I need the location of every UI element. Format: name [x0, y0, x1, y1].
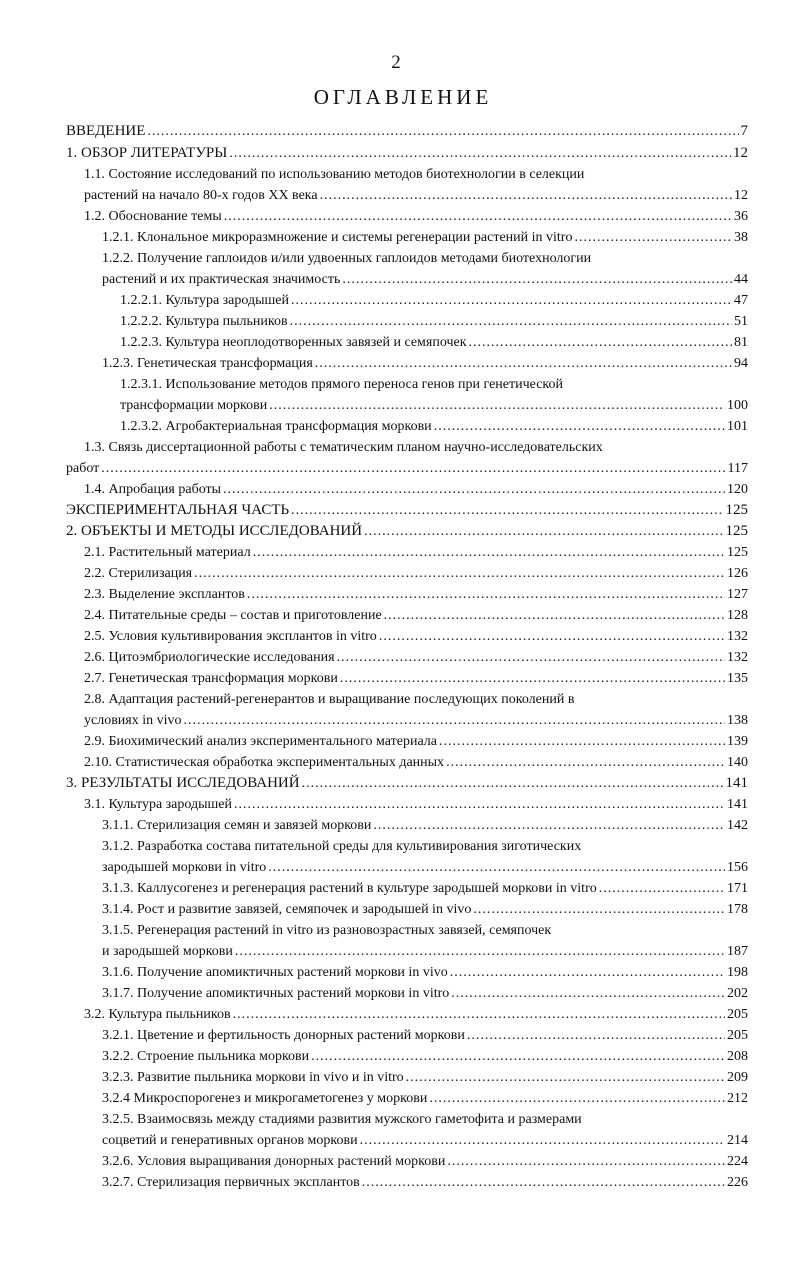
toc-entry-title: 3.1.7. Получение апомиктичных растений моркови in vitro — [102, 986, 450, 1001]
toc-entry-title: 2. ОБЪЕКТЫ И МЕТОДЫ ИССЛЕДОВАНИЙ — [66, 523, 363, 539]
toc-entry-1-2-2[interactable] — [102, 269, 748, 290]
toc-entry-page: 127 — [727, 587, 748, 602]
toc-entry-2-2[interactable] — [84, 563, 748, 584]
dot-leader — [311, 1046, 725, 1067]
toc-entry-page: 94 — [734, 356, 748, 371]
dot-leader — [447, 1151, 725, 1172]
toc-entry-title: условиях in vivo — [84, 713, 182, 728]
toc-entry-1-1[interactable] — [84, 185, 748, 206]
toc-entry-title: ЭКСПЕРИМЕНТАЛЬНАЯ ЧАСТЬ — [66, 502, 290, 518]
toc-entry-title: 3.2.2. Строение пыльника моркови — [102, 1049, 310, 1064]
toc-entry-title: 3.2.3. Развитие пыльника моркови in vivo и in vitro — [102, 1070, 404, 1085]
toc-entry-page: 208 — [727, 1049, 748, 1064]
toc-entry-title: 2.1. Растительный материал — [84, 545, 251, 560]
dot-leader — [184, 710, 725, 731]
toc-entry-title: 1.2.3. Генетическая трансформация — [102, 356, 313, 371]
toc-entry-chapter-2[interactable] — [66, 521, 748, 542]
toc-entry-title: работ — [66, 461, 100, 476]
dot-leader — [269, 395, 725, 416]
toc-entry-page: 139 — [727, 734, 748, 749]
toc-entry-1-2-2-3[interactable] — [120, 332, 748, 353]
page-title: ОГЛАВЛЕНИЕ — [313, 85, 493, 109]
dot-leader — [439, 731, 725, 752]
toc-entry-3-1-3[interactable] — [102, 878, 748, 899]
toc-entry-page: 126 — [727, 566, 748, 581]
toc-entry-title: растений и их практическая значимость — [102, 272, 341, 287]
toc-entry-page: 7 — [740, 123, 748, 139]
toc-entry-3-1-7[interactable] — [102, 983, 748, 1004]
toc-entry-title: 3.1. Культура зародышей — [84, 797, 233, 812]
toc-entry-page: 156 — [727, 860, 748, 875]
toc-entry-title: 2.5. Условия культивирования эксплантов in vitro — [84, 629, 377, 644]
toc-entry-title: 1.2.2.3. Культура неоплодотворенных завязей и семяпочек — [120, 335, 467, 350]
dot-leader — [446, 752, 725, 773]
dot-leader — [450, 962, 725, 983]
toc-entry-2-9[interactable] — [84, 731, 748, 752]
toc-entry-page: 224 — [727, 1154, 748, 1169]
toc-entry-page: 125 — [725, 523, 748, 539]
toc-entry-title: 2.10. Статистическая обработка экспериментальных данных — [84, 755, 445, 770]
dot-leader — [473, 899, 725, 920]
toc-entry-title: 2.2. Стерилизация — [84, 566, 193, 581]
dot-leader — [234, 794, 725, 815]
toc-entry-1-2-3-2[interactable] — [120, 416, 748, 437]
toc-entry-title: 2.4. Питательные среды – состав и приготовление — [84, 608, 382, 623]
toc-entry-page: 178 — [727, 902, 748, 917]
toc-entry-first-line: 3.1.2. Разработка состава питательной среды для культивирования зиготических — [102, 839, 582, 854]
page-number: 2 — [391, 52, 401, 73]
dot-leader — [574, 227, 732, 248]
toc-entry-title: 1.2.1. Клональное микроразмножение и системы регенерации растений in vitro — [102, 230, 573, 245]
toc-entry-title: 3.2.1. Цветение и фертильность донорных растений моркови — [102, 1028, 465, 1043]
toc-entry-1-2[interactable] — [84, 206, 748, 227]
toc-entry-first-line: 1.1. Состояние исследований по использованию методов биотехнологии в селекции — [84, 167, 585, 182]
toc-entry-first-line: 1.3. Связь диссертационной работы с тематическим планом научно-исследовательских — [84, 440, 603, 455]
dot-leader — [373, 815, 725, 836]
toc-entry-page: 117 — [727, 461, 748, 476]
toc-entry-page: 202 — [727, 986, 748, 1001]
dot-leader — [291, 500, 723, 521]
toc-entry-1-2-2-2[interactable] — [120, 311, 748, 332]
toc-entry-title: соцветий и генеративных органов моркови — [102, 1133, 358, 1148]
toc-entry-first-line: 2.8. Адаптация растений-регенерантов и выращивание последующих поколений в — [84, 692, 575, 707]
toc-entry-1-2-1[interactable] — [102, 227, 748, 248]
toc-entry-1-2-2-1[interactable] — [120, 290, 748, 311]
toc-entry-page: 171 — [727, 881, 748, 896]
toc-entry-title: 3.1.1. Стерилизация семян и завязей моркови — [102, 818, 372, 833]
toc-entry-experimental-part[interactable] — [66, 500, 748, 521]
toc-entry-3-2-3[interactable] — [102, 1067, 748, 1088]
dot-leader — [291, 290, 732, 311]
toc-entry-3-2-6[interactable] — [102, 1151, 748, 1172]
toc-entry-2-6[interactable] — [84, 647, 748, 668]
toc-entry-3-2-1[interactable] — [102, 1025, 748, 1046]
toc-entry-title: 3.1.3. Каллусогенез и регенерация растений в культуре зародышей моркови in vitro — [102, 881, 597, 896]
toc-entry-title: 3.1.4. Рост и развитие завязей, семяпочек и зародышей in vivo — [102, 902, 472, 917]
toc-entry-title: 1. ОБЗОР ЛИТЕРАТУРЫ — [66, 145, 228, 161]
dot-leader — [406, 1067, 725, 1088]
dot-leader — [379, 626, 725, 647]
toc-entry-3-1-5[interactable] — [102, 941, 748, 962]
toc-entry-title: ВВЕДЕНИЕ — [66, 123, 146, 139]
toc-entry-page: 81 — [734, 335, 748, 350]
dot-leader — [247, 584, 725, 605]
toc-entry-3-2-5[interactable] — [102, 1130, 748, 1151]
toc-entry-3-2[interactable] — [84, 1004, 748, 1025]
toc-entry-page: 132 — [727, 650, 748, 665]
toc-entry-1-4[interactable] — [84, 479, 748, 500]
dot-leader — [235, 941, 725, 962]
toc-entry-page: 38 — [734, 230, 748, 245]
toc-entry-title: 1.2.3.2. Агробактериальная трансформация моркови — [120, 419, 432, 434]
toc-entry-page: 140 — [727, 755, 748, 770]
dot-leader — [223, 479, 725, 500]
toc-entry-page: 47 — [734, 293, 748, 308]
dot-leader — [233, 1004, 725, 1025]
toc-entry-3-1[interactable] — [84, 794, 748, 815]
toc-entry-page: 141 — [727, 797, 748, 812]
toc-entry-1-2-3-1[interactable] — [120, 395, 748, 416]
dot-leader — [229, 143, 731, 164]
toc-entry-page: 51 — [734, 314, 748, 329]
toc-entry-title: 2.9. Биохимический анализ экспериментального материала — [84, 734, 437, 749]
dot-leader — [337, 647, 725, 668]
dot-leader — [320, 185, 732, 206]
toc-entry-title: 3.2. Культура пыльников — [84, 1007, 231, 1022]
toc-entry-page: 120 — [727, 482, 748, 497]
toc-entry-title: 2.3. Выделение эксплантов — [84, 587, 245, 602]
toc-entry-page: 125 — [725, 502, 748, 518]
toc-entry-1-2-3[interactable] — [102, 353, 748, 374]
toc-entry-page: 36 — [734, 209, 748, 224]
toc-entry-page: 100 — [727, 398, 748, 413]
toc-entry-page: 226 — [727, 1175, 748, 1190]
dot-leader — [599, 878, 725, 899]
toc-entry-3-2-7[interactable] — [102, 1172, 748, 1193]
dot-leader — [268, 857, 725, 878]
toc-entry-title: 2.7. Генетическая трансформация моркови — [84, 671, 338, 686]
toc-entry-3-2-2[interactable] — [102, 1046, 748, 1067]
toc-entry-introduction[interactable] — [66, 121, 748, 142]
toc-entry-page: 138 — [727, 713, 748, 728]
dot-leader — [342, 269, 732, 290]
dot-leader — [290, 311, 732, 332]
toc-entry-page: 205 — [727, 1028, 748, 1043]
toc-entry-2-8[interactable] — [84, 710, 748, 731]
toc-entry-3-1-2[interactable] — [102, 857, 748, 878]
toc-entry-2-1[interactable] — [84, 542, 748, 563]
toc-entry-page: 128 — [727, 608, 748, 623]
dot-leader — [340, 668, 725, 689]
dot-leader — [360, 1130, 725, 1151]
toc-entry-page: 125 — [727, 545, 748, 560]
toc-entry-chapter-1[interactable] — [66, 143, 748, 164]
toc-entry-title: 3.2.6. Условия выращивания донорных растений моркови — [102, 1154, 446, 1169]
toc-entry-1-3[interactable] — [66, 458, 748, 479]
toc-entry-page: 44 — [734, 272, 748, 287]
toc-entry-chapter-3[interactable] — [66, 773, 748, 794]
dot-leader — [451, 983, 725, 1004]
toc-entry-page: 101 — [727, 419, 748, 434]
toc-entry-page: 142 — [727, 818, 748, 833]
toc-entry-3-2-4[interactable] — [102, 1088, 748, 1109]
toc-entry-page: 214 — [727, 1133, 748, 1148]
toc-entry-page: 12 — [733, 145, 748, 161]
dot-leader — [469, 332, 732, 353]
dot-leader — [384, 605, 725, 626]
toc-entry-title: 1.2. Обоснование темы — [84, 209, 222, 224]
dot-leader — [147, 121, 738, 142]
toc-entry-page: 12 — [734, 188, 748, 203]
dot-leader — [364, 521, 723, 542]
dot-leader — [253, 542, 725, 563]
dot-leader — [302, 773, 724, 794]
toc-entry-title: 1.2.2.2. Культура пыльников — [120, 314, 288, 329]
toc-entry-page: 135 — [727, 671, 748, 686]
toc-entry-title: 1.2.2.1. Культура зародышей — [120, 293, 290, 308]
toc-entry-3-1-4[interactable] — [102, 899, 748, 920]
dot-leader — [362, 1172, 725, 1193]
dot-leader — [315, 353, 732, 374]
toc-entry-page: 212 — [727, 1091, 748, 1106]
toc-entry-title: 2.6. Цитоэмбриологические исследования — [84, 650, 335, 665]
toc-entry-page: 205 — [727, 1007, 748, 1022]
dot-leader — [224, 206, 732, 227]
toc-entry-page: 198 — [727, 965, 748, 980]
toc-entry-2-3[interactable] — [84, 584, 748, 605]
toc-entry-title: зародышей моркови in vitro — [102, 860, 267, 875]
toc-entry-3-1-6[interactable] — [102, 962, 748, 983]
toc-entry-page: 141 — [725, 775, 748, 791]
dot-leader — [429, 1088, 725, 1109]
toc-entry-2-7[interactable] — [84, 668, 748, 689]
dot-leader — [467, 1025, 725, 1046]
toc-entry-first-line: 1.2.3.1. Использование методов прямого переноса генов при генетической — [120, 377, 564, 392]
toc-entry-title: 3. РЕЗУЛЬТАТЫ ИССЛЕДОВАНИЙ — [66, 775, 300, 791]
toc-entry-title: и зародышей моркови — [102, 944, 233, 959]
dot-leader — [101, 458, 725, 479]
toc-entry-title: трансформации моркови — [120, 398, 268, 413]
toc-entry-page: 209 — [727, 1070, 748, 1085]
toc-entry-2-5[interactable] — [84, 626, 748, 647]
toc-entry-2-10[interactable] — [84, 752, 748, 773]
toc-entry-title: 3.2.7. Стерилизация первичных эксплантов — [102, 1175, 360, 1190]
dot-leader — [434, 416, 725, 437]
toc-entry-first-line: 1.2.2. Получение гаплоидов и/или удвоенных гаплоидов методами биотехнологии — [102, 251, 592, 266]
toc-entry-first-line: 3.2.5. Взаимосвязь между стадиями развития мужского гаметофита и размерами — [102, 1112, 582, 1127]
toc-entry-3-1-1[interactable] — [102, 815, 748, 836]
toc-entry-title: растений на начало 80-х годов XX века — [84, 188, 318, 203]
toc-entry-first-line: 3.1.5. Регенерация растений in vitro из разновозрастных завязей, семяпочек — [102, 923, 552, 938]
toc-entry-title: 3.1.6. Получение апомиктичных растений моркови in vivo — [102, 965, 448, 980]
toc-entry-2-4[interactable] — [84, 605, 748, 626]
toc-entry-title: 3.2.4 Микроспорогенез и микрогаметогенез у моркови — [102, 1091, 428, 1106]
toc-entry-title: 1.4. Апробация работы — [84, 482, 222, 497]
dot-leader — [194, 563, 725, 584]
toc-entry-page: 132 — [727, 629, 748, 644]
toc-entry-page: 187 — [727, 944, 748, 959]
